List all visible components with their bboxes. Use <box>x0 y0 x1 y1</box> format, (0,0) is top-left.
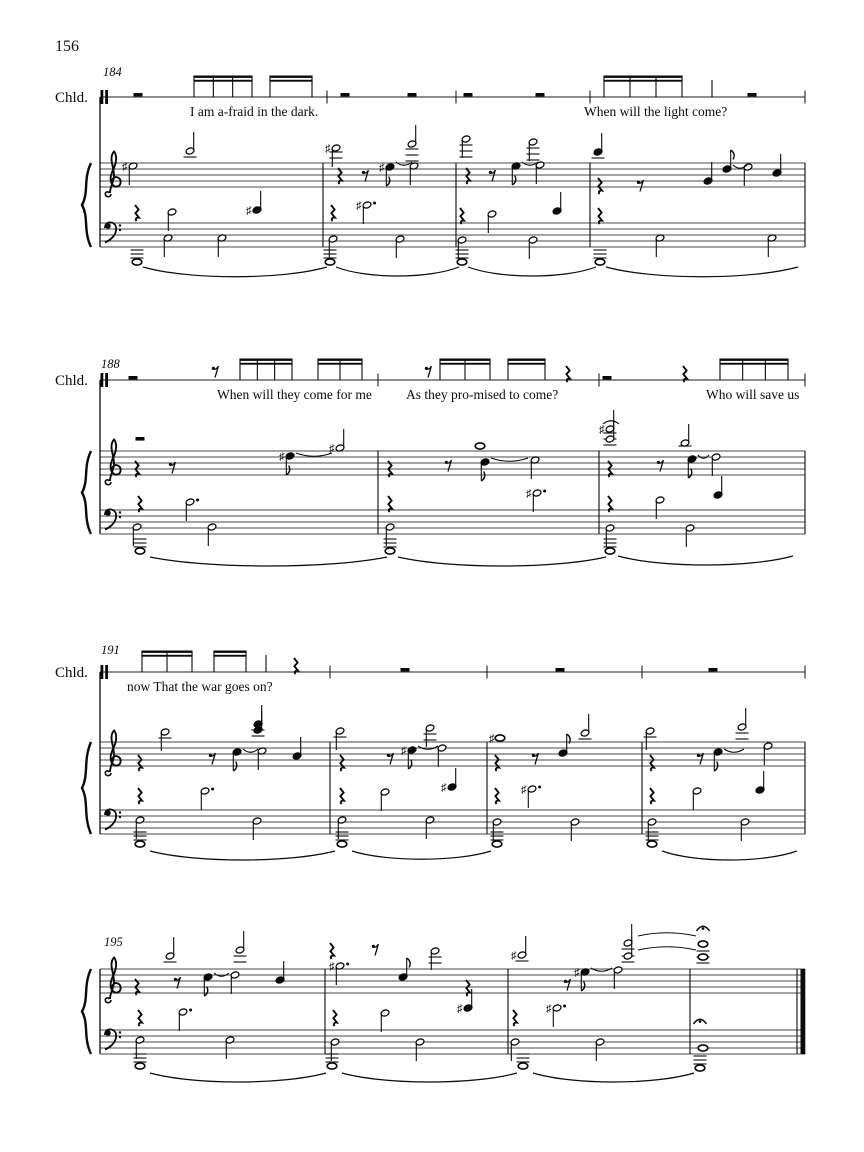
sharp-accidental: ♯ <box>329 442 335 455</box>
rhythm-beam <box>193 76 252 78</box>
sharp-accidental: ♯ <box>511 949 517 962</box>
sharp-accidental: ♯ <box>329 960 335 973</box>
augmentation-dot <box>373 202 376 205</box>
voice-label: Chld. <box>55 90 88 106</box>
rhythm-beam <box>317 359 362 361</box>
tie <box>603 421 619 424</box>
lyric-text: now That the war goes on? <box>127 679 273 694</box>
rhythm-beam <box>213 655 246 657</box>
tie <box>638 947 696 950</box>
quarter-rest <box>495 755 499 771</box>
tie <box>296 453 332 456</box>
whole-note <box>475 443 485 449</box>
bass-clef-icon <box>119 1031 121 1033</box>
pedal-whole-note <box>385 548 395 554</box>
rhythm-beam <box>507 359 545 361</box>
phrase-slur <box>150 1073 326 1082</box>
sharp-accidental: ♯ <box>356 199 362 212</box>
quarter-rest <box>333 1010 337 1026</box>
augmentation-dot <box>211 788 214 791</box>
system-brace <box>82 742 91 834</box>
quarter-rest <box>466 980 470 996</box>
sharp-accidental: ♯ <box>526 487 532 500</box>
phrase-slur <box>150 557 387 566</box>
bar-rest <box>129 376 138 380</box>
quarter-rest <box>331 205 335 221</box>
phrase-slur <box>342 1073 517 1082</box>
sharp-accidental: ♯ <box>599 423 605 436</box>
system-brace <box>82 451 91 534</box>
treble-clef-icon <box>110 731 121 773</box>
sharp-accidental: ♯ <box>521 783 527 796</box>
treble-clef-icon <box>110 440 121 482</box>
lyric-text: Who will save us <box>706 387 800 402</box>
rhythm-beam <box>719 363 788 365</box>
quarter-rest <box>340 755 344 771</box>
pedal-whole-note <box>457 259 467 265</box>
phrase-slur <box>468 267 596 276</box>
quarter-rest <box>135 205 139 221</box>
pedal-whole-note <box>132 259 142 265</box>
quarter-rest <box>598 178 602 194</box>
fermata <box>702 927 705 930</box>
quarter-rest <box>138 788 142 804</box>
measure-number: 191 <box>101 643 120 657</box>
rhythm-beam <box>603 80 682 82</box>
pedal-whole-note <box>135 841 145 847</box>
final-barline <box>801 969 806 1054</box>
phrase-slur <box>336 267 459 276</box>
phrase-slur <box>352 851 491 859</box>
bar-rest <box>603 376 612 380</box>
sharp-accidental: ♯ <box>489 732 495 745</box>
quarter-rest <box>650 788 654 804</box>
rhythm-beam <box>213 651 246 653</box>
quarter-rest <box>138 755 142 771</box>
system-brace <box>82 163 91 247</box>
bar-rest <box>408 93 417 97</box>
tie <box>591 968 612 971</box>
rhythm-beam <box>507 363 545 365</box>
sharp-accidental: ♯ <box>457 1002 463 1015</box>
bass-clef-icon <box>119 1036 121 1038</box>
quarter-rest <box>466 168 470 184</box>
quarter-rest <box>138 1010 142 1026</box>
quarter-rest <box>650 755 654 771</box>
quarter-rest <box>338 168 342 184</box>
sharp-accidental: ♯ <box>379 161 385 174</box>
sharp-accidental: ♯ <box>401 744 407 757</box>
measure-number: 184 <box>103 65 122 79</box>
bass-clef-icon <box>119 224 121 226</box>
bass-clef-icon <box>119 511 121 513</box>
bass-clef-icon <box>119 516 121 518</box>
pedal-whole-note <box>135 1063 145 1069</box>
vocal-start-bar <box>105 90 108 104</box>
phrase-slur <box>662 851 797 860</box>
rhythm-beam <box>719 359 788 361</box>
treble-clef-icon <box>110 958 121 1000</box>
fermata <box>699 1020 702 1023</box>
rhythm-beam <box>269 76 312 78</box>
tie <box>396 162 412 165</box>
measure-number: 195 <box>104 935 123 949</box>
vocal-start-bar <box>105 373 108 387</box>
bar-rest <box>556 668 565 672</box>
augmentation-dot <box>543 490 546 493</box>
pedal-whole-note <box>337 841 347 847</box>
bar-rest <box>401 668 410 672</box>
augmentation-dot <box>196 499 199 502</box>
whole-note <box>698 1045 708 1051</box>
pedal-whole-note <box>605 548 615 554</box>
rhythm-beam <box>239 359 292 361</box>
sharp-accidental: ♯ <box>441 781 447 794</box>
lyric-text: I am a-fraid in the dark. <box>190 104 319 119</box>
pedal-whole-note <box>647 841 657 847</box>
phrase-slur <box>150 851 335 860</box>
phrase-slur <box>606 267 798 277</box>
treble-clef-icon <box>110 152 121 194</box>
vocal-start-bar <box>101 373 104 387</box>
pedal-whole-note <box>492 841 502 847</box>
quarter-rest <box>598 208 602 224</box>
tie <box>243 749 258 752</box>
vocal-start-bar <box>101 90 104 104</box>
pedal-whole-note <box>518 1063 528 1069</box>
voice-label: Chld. <box>55 373 88 389</box>
augmentation-dot <box>346 963 349 966</box>
quarter-rest <box>513 1010 517 1026</box>
pedal-whole-note <box>695 1065 705 1071</box>
pedal-whole-note <box>325 259 335 265</box>
vocal-start-bar <box>101 665 104 679</box>
phrase-slur <box>618 556 793 565</box>
voice-label: Chld. <box>55 665 88 681</box>
bar-rest <box>536 93 545 97</box>
sharp-accidental: ♯ <box>279 450 285 463</box>
quarter-rest <box>460 208 464 224</box>
whole-note <box>698 941 708 947</box>
tie <box>724 749 744 752</box>
sharp-accidental: ♯ <box>122 160 128 173</box>
bar-rest <box>134 93 143 97</box>
page-number: 156 <box>55 38 79 55</box>
whole-note <box>698 954 708 960</box>
rhythm-beam <box>141 651 192 653</box>
measure-number: 188 <box>101 357 120 371</box>
rhythm-beam <box>193 80 252 82</box>
augmentation-dot <box>538 786 541 789</box>
bar-rest <box>748 93 757 97</box>
pedal-whole-note <box>327 1063 337 1069</box>
quarter-rest <box>495 788 499 804</box>
sharp-accidental: ♯ <box>325 142 331 155</box>
tie <box>638 933 696 936</box>
rhythm-beam <box>239 363 292 365</box>
pedal-whole-note <box>135 548 145 554</box>
system-brace <box>82 969 91 1054</box>
lyric-text: When will they come for me <box>217 387 372 402</box>
sharp-accidental: ♯ <box>574 966 580 979</box>
quarter-rest <box>330 943 334 959</box>
phrase-slur <box>533 1073 694 1082</box>
phrase-slur <box>143 267 327 277</box>
bass-clef-icon <box>119 229 121 231</box>
bass-clef-icon <box>119 816 121 818</box>
bass-clef-icon <box>119 811 121 813</box>
bar-rest <box>341 93 350 97</box>
lyric-text: When will the light come? <box>584 104 728 119</box>
pedal-whole-note <box>595 259 605 265</box>
vocal-start-bar <box>105 665 108 679</box>
bar-rest <box>136 437 145 441</box>
tie <box>491 458 528 461</box>
quarter-rest <box>340 788 344 804</box>
rhythm-beam <box>269 80 312 82</box>
bar-rest <box>464 93 473 97</box>
bar-rest <box>709 668 718 672</box>
sharp-accidental: ♯ <box>246 204 252 217</box>
lyric-text: As they pro-mised to come? <box>406 387 559 402</box>
sharp-accidental: ♯ <box>546 1002 552 1015</box>
rhythm-beam <box>603 76 682 78</box>
whole-note <box>495 735 505 741</box>
augmentation-dot <box>189 1009 192 1012</box>
phrase-slur <box>398 557 606 566</box>
rhythm-beam <box>439 359 490 361</box>
augmentation-dot <box>563 1005 566 1008</box>
